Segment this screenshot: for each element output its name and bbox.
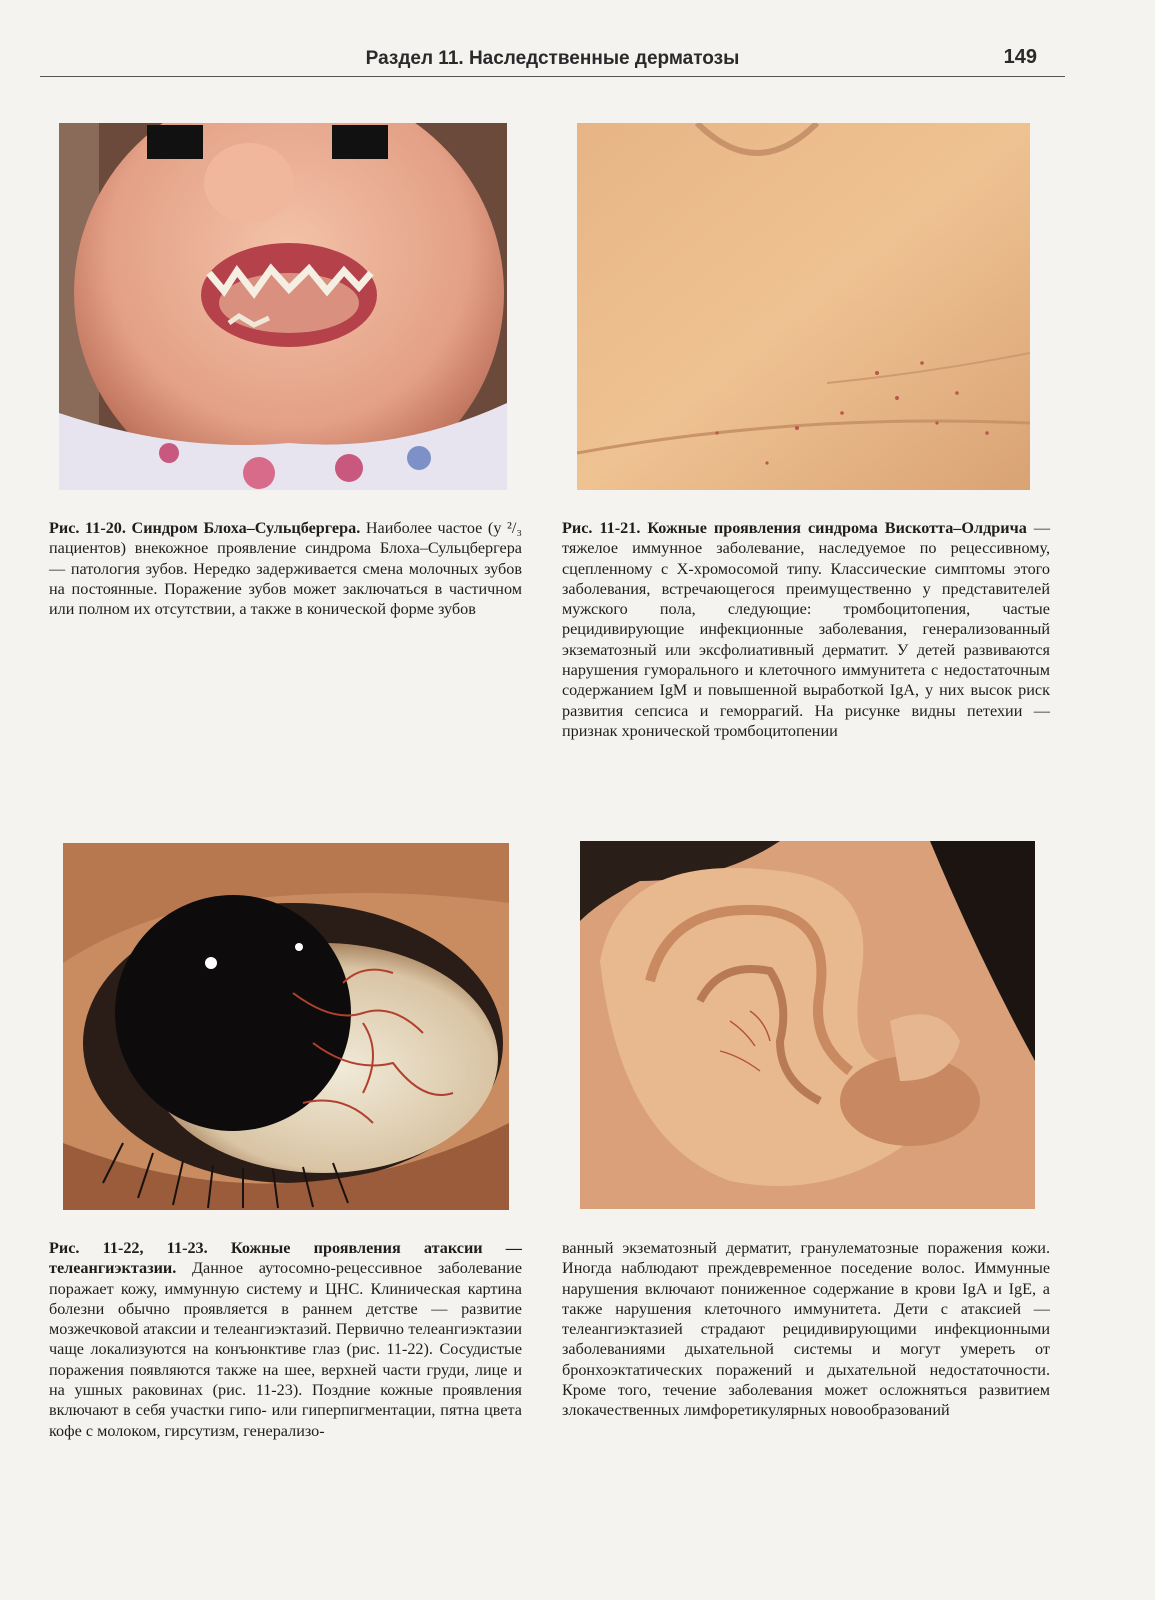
caption-11-20: [49, 518, 522, 619]
caption-11-21-text: — тяжелое иммунное заболевание, наследуемое по рецессивному, сцепленному с Х-хромосомой типу. Классические симптомы этого заболевания, встречающегося преимущественно у представителей мужского пола, следующие: тромбоцитопения, частые рецидивирующие инфекционные заболевания, генерализованный экзематозный или эксфолиативный дерматит. У детей развиваются нарушения гуморального и клеточного иммунитета с недостаточным содержанием IgM и повышенной выработкой IgA, у них высок риск развития сепсиса и геморрагий. На рисунке видны петехии — признак хронической тромбоцитопении: [562, 519, 1051, 740]
caption-11-21-label: Рис. 11-21. Кожные проявления синдрома Вискотта–Олдрича: [562, 519, 1027, 537]
caption-11-22-23: [49, 1238, 522, 1441]
figure-11-23-photo: [580, 841, 1035, 1209]
wiskott-aldrich-petechiae-photo: [577, 123, 1030, 490]
ataxia-ear-telangiectasia-photo: [580, 841, 1035, 1209]
ataxia-eye-telangiectasia-photo: [63, 843, 509, 1210]
caption-continuation-text: ванный экзематозный дерматит, гранулематозные поражения кожи. Иногда наблюдают преждевременное поседение волос. Иммунные нарушения включают пониженное содержание в крови IgA и IgE, а также нарушения клеточного иммунитета. Дети с атаксией — телеангиэктазией страдают рецидивирующими инфекционными заболеваниями дыхательной системы и могут умереть от бронхоэктатических поражений и дыхательной недостаточности. Кроме того, течение заболевания может осложняться развитием злокачественных лимфоретикулярных новообразований: [562, 1239, 1050, 1420]
caption-11-22-23-continuation: [562, 1238, 1050, 1421]
section-title: Раздел 11. Наследственные дерматозы: [365, 48, 740, 69]
caption-11-22-23-text: Данное аутосомно-рецессивное заболевание поражает кожу, иммунную систему и ЦНС. Клиническая картина болезни обычно проявляется в раннем детстве — развитие мозжечковой атаксии и телеангиэктазий. Первично телеангиэктазии чаще локализуются на конъюнктиве глаз (рис. 11-22). Сосудистые поражения появляются также на шее, верхней части груди, лице и на ушных раковинах (рис. 11-23). Поздние кожные проявления включают в себя участки гипо- или гиперпигментации, пятна цвета кофе с молоком, гирсутизм, генерализо-: [49, 1259, 523, 1440]
caption-11-22-23-label: Рис. 11-22, 11-23. Кожные проявления атаксии — телеангиэктазии.: [49, 1239, 522, 1278]
caption-11-20-label: Рис. 11-20. Синдром Блоха–Сульцбергера.: [49, 519, 361, 537]
caption-11-21: [562, 518, 1050, 741]
figure-11-21-photo: [577, 123, 1030, 490]
figure-11-22-photo: [63, 843, 509, 1210]
figure-11-20-photo: [59, 123, 507, 490]
caption-11-20-text: Наиболее частое (у ²/₃ пациентов) внекожное проявление синдрома Блоха–Сульцбергера — патология зубов. Нередко задерживается смена молочных зубов на постоянные. Поражение зубов может заключаться в частичном или полном их отсутствии, а также в конической форме зубов: [49, 519, 522, 619]
bloch-sulzberger-teeth-photo: [59, 123, 507, 490]
running-header: [40, 44, 1065, 77]
page-number: 149: [1003, 46, 1037, 68]
